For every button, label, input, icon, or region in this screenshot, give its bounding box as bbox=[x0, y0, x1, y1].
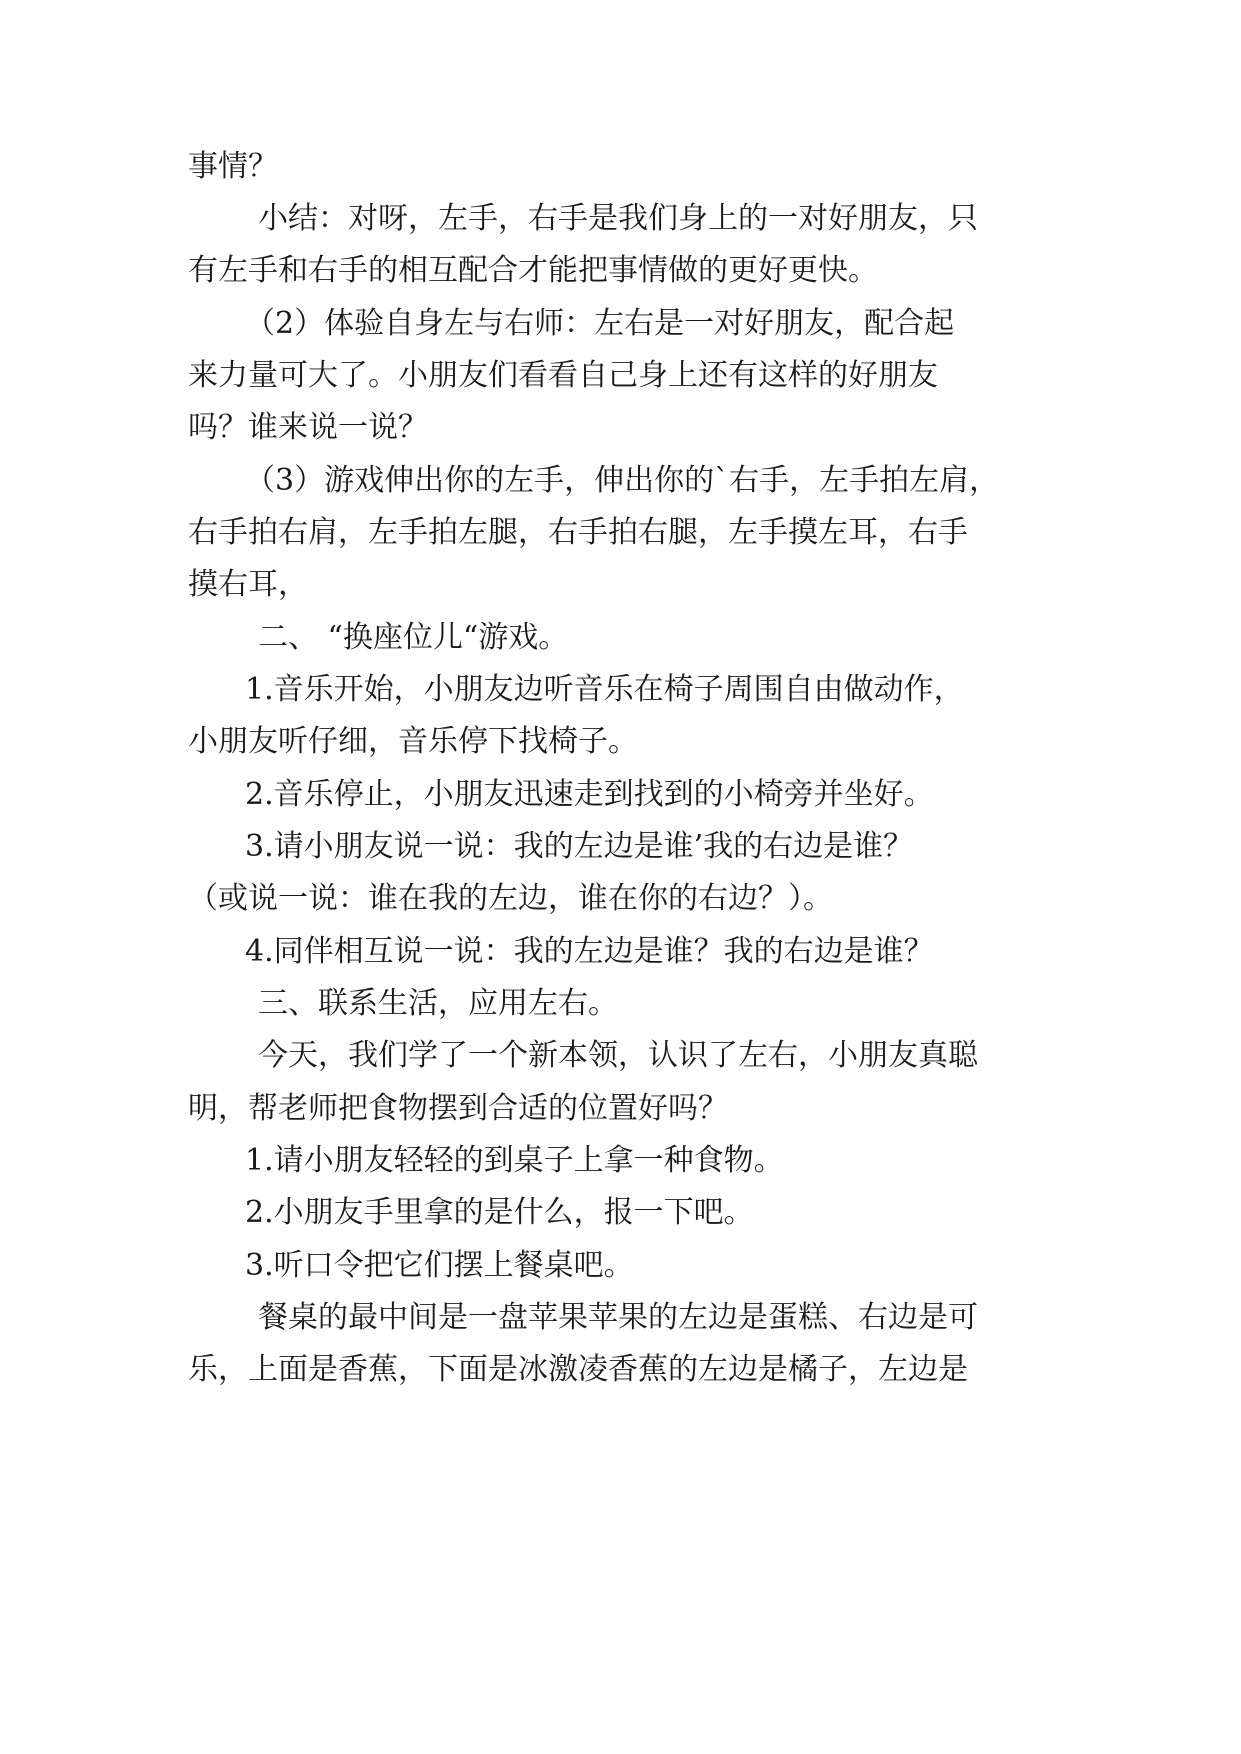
text-line: 乐，上面是香蕉，下面是冰激凌香蕉的左边是橘子，左边是 bbox=[188, 1352, 968, 1387]
text-line: 小结：对呀，左手，右手是我们身上的一对好朋友，只 bbox=[258, 201, 978, 236]
text-line: 小朋友听仔细，音乐停下找椅子。 bbox=[188, 724, 638, 759]
text-line: 有左手和右手的相互配合才能把事情做的更好更快。 bbox=[188, 253, 878, 288]
text-line: 明，帮老师把食物摆到合适的位置好吗？ bbox=[188, 1091, 728, 1126]
text-line: 右手拍右肩，左手拍左腿，右手拍右腿，左手摸左耳，右手 bbox=[188, 515, 968, 550]
text-line: （或说一说：谁在我的左边，谁在你的右边？）。 bbox=[188, 881, 833, 916]
text-line: （3）游戏伸出你的左手，伸出你的`右手，左手拍左肩， bbox=[245, 463, 1000, 498]
section-heading: 二、 “换座位儿“游戏。 bbox=[258, 620, 569, 655]
text-line: （2）体验自身左与右师：左右是一对好朋友，配合起 bbox=[245, 306, 955, 341]
text-line: 吗？谁来说一说？ bbox=[188, 410, 428, 445]
list-item: 1.请小朋友轻轻的到桌子上拿一种食物。 bbox=[245, 1143, 784, 1178]
text-line: 事情？ bbox=[188, 149, 278, 184]
list-item: 3.请小朋友说一说：我的左边是谁’我的右边是谁？ bbox=[245, 829, 914, 864]
list-item: 3.听口令把它们摆上餐桌吧。 bbox=[245, 1248, 634, 1283]
text-line: 今天，我们学了一个新本领，认识了左右，小朋友真聪 bbox=[258, 1038, 978, 1073]
text-line: 餐桌的最中间是一盘苹果苹果的左边是蛋糕、右边是可 bbox=[258, 1300, 978, 1335]
text-line: 摸右耳， bbox=[188, 567, 308, 602]
list-item: 2.音乐停止，小朋友迅速走到找到的小椅旁并坐好。 bbox=[245, 777, 934, 812]
section-heading: 三、联系生活，应用左右。 bbox=[258, 986, 618, 1021]
list-item: 1.音乐开始，小朋友边听音乐在椅子周围自由做动作， bbox=[245, 672, 964, 707]
text-line: 来力量可大了。小朋友们看看自己身上还有这样的好朋友 bbox=[188, 358, 938, 393]
list-item: 4.同伴相互说一说：我的左边是谁？我的右边是谁？ bbox=[245, 934, 934, 969]
list-item: 2.小朋友手里拿的是什么，报一下吧。 bbox=[245, 1195, 754, 1230]
